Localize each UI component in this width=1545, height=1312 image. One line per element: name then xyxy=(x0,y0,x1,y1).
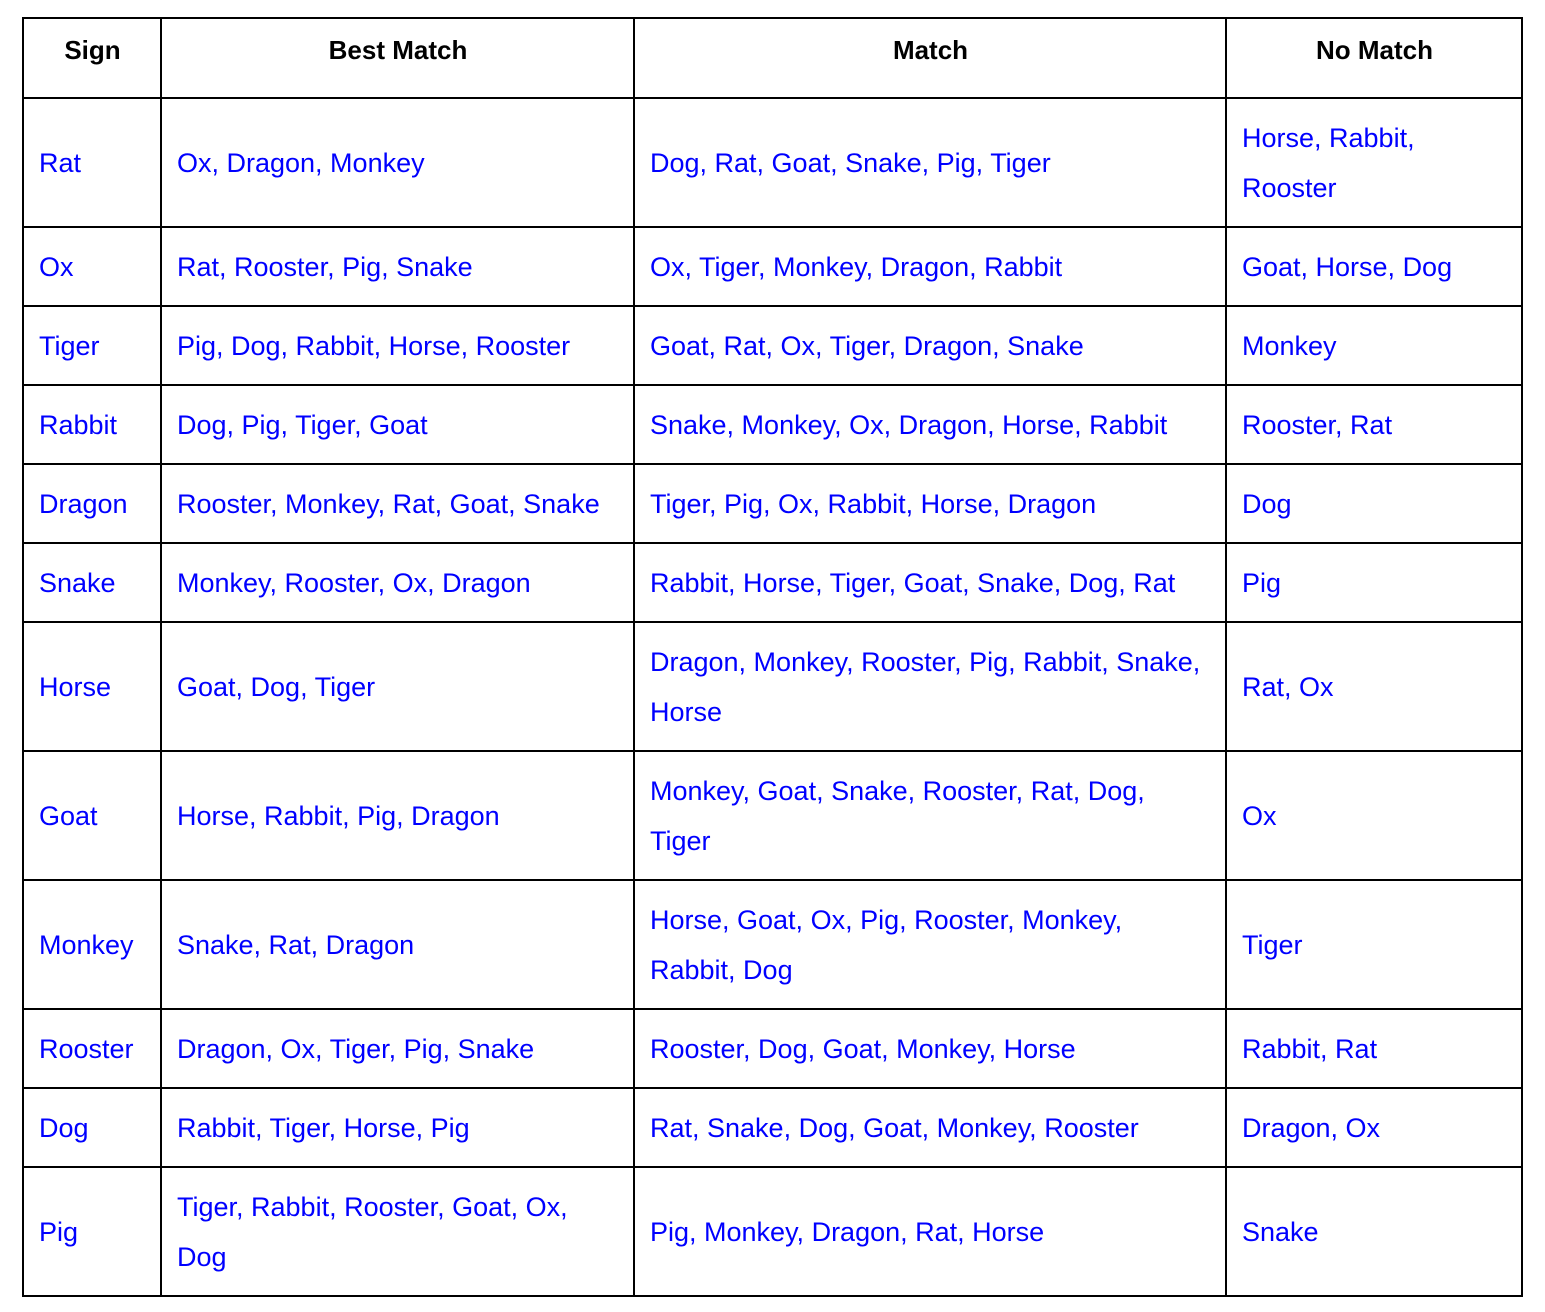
no-match-cell: Goat, Horse, Dog xyxy=(1226,227,1522,306)
sign-cell: Snake xyxy=(23,543,161,622)
table-row xyxy=(23,464,1522,543)
table-row xyxy=(23,622,1522,751)
sign-cell: Monkey xyxy=(23,880,161,1009)
sign-cell: Tiger xyxy=(23,306,161,385)
sign-cell: Dragon xyxy=(23,464,161,543)
match-cell: Rat, Snake, Dog, Goat, Monkey, Rooster xyxy=(634,1088,1226,1167)
best-match-cell: Rabbit, Tiger, Horse, Pig xyxy=(161,1088,634,1167)
no-match-cell: Dragon, Ox xyxy=(1226,1088,1522,1167)
no-match-cell: Rabbit, Rat xyxy=(1226,1009,1522,1088)
table-row xyxy=(23,227,1522,306)
header-best-match: Best Match xyxy=(161,18,634,98)
table-row xyxy=(23,1088,1522,1167)
best-match-cell: Goat, Dog, Tiger xyxy=(161,622,634,751)
table-row xyxy=(23,751,1522,880)
match-cell: Goat, Rat, Ox, Tiger, Dragon, Snake xyxy=(634,306,1226,385)
header-match: Match xyxy=(634,18,1226,98)
table-row xyxy=(23,306,1522,385)
best-match-cell: Dragon, Ox, Tiger, Pig, Snake xyxy=(161,1009,634,1088)
table-row xyxy=(23,98,1522,227)
table-row xyxy=(23,543,1522,622)
table-row xyxy=(23,880,1522,1009)
sign-cell: Goat xyxy=(23,751,161,880)
sign-cell: Horse xyxy=(23,622,161,751)
match-cell: Pig, Monkey, Dragon, Rat, Horse xyxy=(634,1167,1226,1296)
best-match-cell: Rat, Rooster, Pig, Snake xyxy=(161,227,634,306)
match-cell: Horse, Goat, Ox, Pig, Rooster, Monkey, Rabbit, Dog xyxy=(634,880,1226,1009)
match-cell: Rooster, Dog, Goat, Monkey, Horse xyxy=(634,1009,1226,1088)
sign-cell: Pig xyxy=(23,1167,161,1296)
sign-cell: Rat xyxy=(23,98,161,227)
sign-cell: Dog xyxy=(23,1088,161,1167)
match-cell: Snake, Monkey, Ox, Dragon, Horse, Rabbit xyxy=(634,385,1226,464)
header-row xyxy=(23,18,1522,98)
best-match-cell: Ox, Dragon, Monkey xyxy=(161,98,634,227)
match-cell: Tiger, Pig, Ox, Rabbit, Horse, Dragon xyxy=(634,464,1226,543)
no-match-cell: Snake xyxy=(1226,1167,1522,1296)
sign-cell: Rabbit xyxy=(23,385,161,464)
match-cell: Ox, Tiger, Monkey, Dragon, Rabbit xyxy=(634,227,1226,306)
match-cell: Dog, Rat, Goat, Snake, Pig, Tiger xyxy=(634,98,1226,227)
best-match-cell: Pig, Dog, Rabbit, Horse, Rooster xyxy=(161,306,634,385)
no-match-cell: Horse, Rabbit, Rooster xyxy=(1226,98,1522,227)
table-row xyxy=(23,1009,1522,1088)
best-match-cell: Rooster, Monkey, Rat, Goat, Snake xyxy=(161,464,634,543)
no-match-cell: Dog xyxy=(1226,464,1522,543)
no-match-cell: Rooster, Rat xyxy=(1226,385,1522,464)
match-cell: Dragon, Monkey, Rooster, Pig, Rabbit, Snake, Horse xyxy=(634,622,1226,751)
best-match-cell: Horse, Rabbit, Pig, Dragon xyxy=(161,751,634,880)
best-match-cell: Monkey, Rooster, Ox, Dragon xyxy=(161,543,634,622)
no-match-cell: Monkey xyxy=(1226,306,1522,385)
table-row xyxy=(23,1167,1522,1296)
match-cell: Monkey, Goat, Snake, Rooster, Rat, Dog, Tiger xyxy=(634,751,1226,880)
header-sign: Sign xyxy=(23,18,161,98)
best-match-cell: Snake, Rat, Dragon xyxy=(161,880,634,1009)
no-match-cell: Ox xyxy=(1226,751,1522,880)
best-match-cell: Dog, Pig, Tiger, Goat xyxy=(161,385,634,464)
match-cell: Rabbit, Horse, Tiger, Goat, Snake, Dog, Rat xyxy=(634,543,1226,622)
table-row xyxy=(23,385,1522,464)
best-match-cell: Tiger, Rabbit, Rooster, Goat, Ox, Dog xyxy=(161,1167,634,1296)
sign-cell: Ox xyxy=(23,227,161,306)
no-match-cell: Pig xyxy=(1226,543,1522,622)
sign-cell: Rooster xyxy=(23,1009,161,1088)
compatibility-table xyxy=(22,17,1523,1297)
no-match-cell: Rat, Ox xyxy=(1226,622,1522,751)
header-no-match: No Match xyxy=(1226,18,1522,98)
no-match-cell: Tiger xyxy=(1226,880,1522,1009)
